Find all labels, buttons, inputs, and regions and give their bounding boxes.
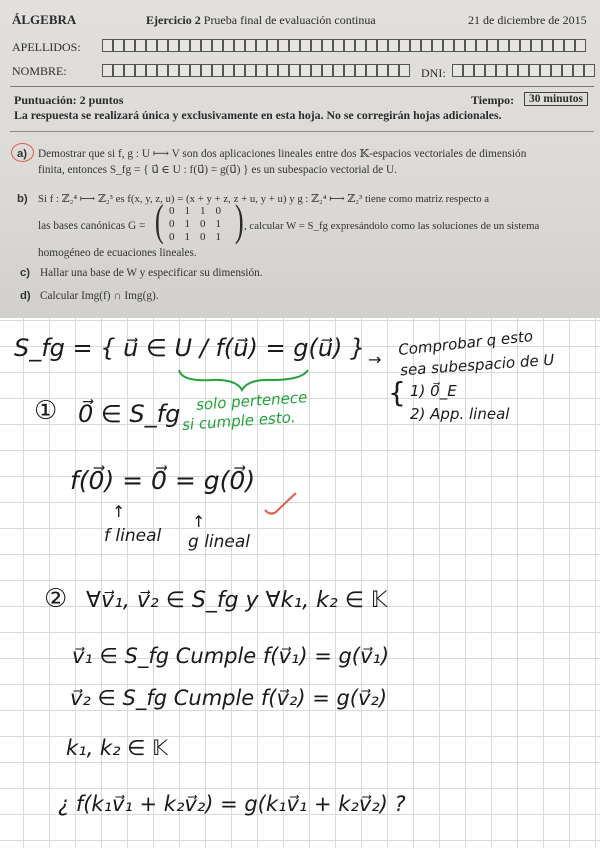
dni-boxes[interactable] [452,64,595,77]
char-box[interactable] [584,64,595,77]
char-box[interactable] [135,39,146,52]
char-box[interactable] [256,64,267,77]
divider [10,86,594,87]
red-check-mark [262,490,302,520]
char-box[interactable] [124,39,135,52]
divider [10,131,594,132]
v2-condition: v⃗₂ ∈ S_fg Cumple f(v⃗₂) = g(v⃗₂) [70,686,388,710]
char-box[interactable] [487,39,498,52]
question-b-line2-pre: las bases canónicas G = [38,220,146,232]
question-b-letter: b) [17,193,28,205]
char-box[interactable] [476,39,487,52]
char-box[interactable] [102,64,113,77]
char-box[interactable] [366,64,377,77]
char-box[interactable] [245,64,256,77]
g-lineal-note: g lineal [188,532,251,552]
char-box[interactable] [311,64,322,77]
char-box[interactable] [507,64,518,77]
f-lineal-note: f lineal [104,526,162,546]
char-box[interactable] [157,39,168,52]
char-box[interactable] [542,39,553,52]
note-comprobar: Comprobar q esto [397,326,534,360]
char-box[interactable] [223,39,234,52]
char-box[interactable] [355,39,366,52]
char-box[interactable] [190,64,201,77]
up-arrow: ↑ [192,512,206,531]
up-arrow: ↑ [112,502,126,521]
exercise-header [146,13,376,28]
char-box[interactable] [529,64,540,77]
question-c-letter: c) [20,267,31,279]
char-box[interactable] [355,64,366,77]
char-box[interactable] [562,64,573,77]
matrix-cell: 1 [184,231,190,243]
char-box[interactable] [124,64,135,77]
char-box[interactable] [443,39,454,52]
subject-title: ÁLGEBRA [12,12,77,27]
dni-label: DNI: [421,66,446,80]
char-box[interactable] [146,39,157,52]
matrix-cell: 1 [184,218,190,230]
char-box[interactable] [223,64,234,77]
linearity-question: ¿ f(k₁v⃗₁ + k₂v⃗₂) = g(k₁v⃗₁ + k₂v⃗₂) ? [58,792,406,816]
char-box[interactable] [377,39,388,52]
arrow-glyph: → [368,350,382,369]
char-box[interactable] [234,64,245,77]
note-zero-vector: 1) 0⃗_E [410,382,457,400]
char-box[interactable] [463,64,474,77]
char-box[interactable] [564,39,575,52]
note-app-lineal: 2) App. lineal [410,405,510,423]
note-subespacio: sea subespacio de U [399,350,555,380]
char-box[interactable] [531,39,542,52]
char-box[interactable] [509,39,520,52]
char-box[interactable] [410,39,421,52]
char-box[interactable] [256,39,267,52]
question-b-line2-post: , calcular W = S_fg expresándolo como las soluciones de un sistema [244,220,540,232]
char-box[interactable] [432,39,443,52]
char-box[interactable] [366,39,377,52]
matrix-cell: 1 [215,218,221,230]
apellidos-boxes[interactable] [102,39,586,52]
char-box[interactable] [322,39,333,52]
brace-glyph: { [388,376,406,409]
char-box[interactable] [551,64,562,77]
char-box[interactable] [496,64,507,77]
char-box[interactable] [575,39,586,52]
char-box[interactable] [344,39,355,52]
char-box[interactable] [113,64,124,77]
question-b-line1: Si f : ℤ₂⁴ ⟼ ℤ₂³ es f(x, y, z, u) = (x + y + z, z + u, y + u) y g : ℤ₂⁴ ⟼ ℤ₂³ tiene como matriz respecto a [38,193,490,205]
char-box[interactable] [311,39,322,52]
puntuacion-value: Puntuación: 2 puntos [14,93,124,107]
matrix-cell: 1 [200,205,206,217]
matrix-cell: 0 [169,205,175,217]
char-box[interactable] [465,39,476,52]
char-box[interactable] [377,64,388,77]
char-box[interactable] [113,39,124,52]
char-box[interactable] [212,64,223,77]
question-a-line2: finita, entonces S_fg = { u⃗ ∈ U : f(u⃗) = g(u⃗) } es un subespacio vectorial de U. [38,164,397,176]
char-box[interactable] [518,64,529,77]
matrix-right-paren: ) [234,196,244,245]
question-d-letter: d) [20,290,31,302]
matrix-cell: 0 [169,218,175,230]
char-box[interactable] [179,64,190,77]
exam-sheet [0,0,600,318]
char-box[interactable] [474,64,485,77]
step-2-statement: ∀v⃗₁, v⃗₂ ∈ S_fg y ∀k₁, k₂ ∈ 𝕂 [86,588,388,613]
char-box[interactable] [146,64,157,77]
char-box[interactable] [344,64,355,77]
question-b-line3: homogéneo de ecuaciones lineales. [38,247,197,259]
char-box[interactable] [333,39,344,52]
nombre-label: NOMBRE: [12,64,67,78]
char-box[interactable] [278,64,289,77]
step-1-equation: f(0⃗) = 0⃗ = g(0⃗) [70,466,256,495]
char-box[interactable] [168,64,179,77]
char-box[interactable] [388,39,399,52]
char-box[interactable] [212,39,223,52]
matrix-cell: 0 [215,205,221,217]
char-box[interactable] [454,39,465,52]
v1-condition: v⃗₁ ∈ S_fg Cumple f(v⃗₁) = g(v⃗₁) [72,644,390,668]
char-box[interactable] [300,64,311,77]
green-note-2: si cumple esto. [181,408,297,434]
matrix-cell: 0 [169,231,175,243]
char-box[interactable] [333,64,344,77]
char-box[interactable] [553,39,564,52]
char-box[interactable] [573,64,584,77]
char-box[interactable] [245,39,256,52]
char-box[interactable] [102,39,113,52]
matrix-g [164,205,226,244]
char-box[interactable] [179,39,190,52]
tiempo-value: 30 minutos [524,92,588,106]
char-box[interactable] [201,64,212,77]
char-box[interactable] [498,39,509,52]
char-box[interactable] [388,64,399,77]
char-box[interactable] [157,64,168,77]
char-box[interactable] [190,39,201,52]
nombre-boxes[interactable] [102,64,410,77]
step-1-number: ① [34,396,58,426]
char-box[interactable] [421,39,432,52]
k-condition: k₁, k₂ ∈ 𝕂 [66,736,168,760]
char-box[interactable] [452,64,463,77]
char-box[interactable] [289,64,300,77]
matrix-cell: 1 [215,231,221,243]
green-note-1: solo pertenece [195,388,308,414]
question-a-line1: Demostrar que si f, g : U ⟼ V son dos aplicaciones lineales entre dos 𝕂-espacios vectoriales de dimensión [38,148,527,160]
char-box[interactable] [168,39,179,52]
char-box[interactable] [399,39,410,52]
exam-date: 21 de diciembre de 2015 [468,13,587,27]
exercise-description: Prueba final de evaluación continua [203,13,376,27]
question-c-text: Hallar una base de W y especificar su dimensión. [40,267,263,279]
char-box[interactable] [278,39,289,52]
char-box[interactable] [540,64,551,77]
step-2-number: ② [44,584,68,614]
question-d-text: Calcular Img(f) ∩ Img(g). [40,290,159,302]
char-box[interactable] [520,39,531,52]
char-box[interactable] [234,39,245,52]
char-box[interactable] [289,39,300,52]
puntuacion-text [14,93,123,108]
char-box[interactable] [201,39,212,52]
matrix-cell: 1 [184,205,190,217]
char-box[interactable] [267,39,278,52]
apellidos-label: APELLIDOS: [12,40,81,54]
instruction-text: La respuesta se realizará única y exclusivamente en esta hoja. No se corregirán hojas adicionales. [14,108,502,122]
handwritten-definition: S_fg = { u⃗ ∈ U / f(u⃗) = g(u⃗) } [14,334,366,362]
matrix-cell: 0 [200,218,206,230]
tiempo-label: Tiempo: [471,93,515,107]
question-a-letter: a) [17,148,28,160]
matrix-left-paren: ( [154,196,164,245]
char-box[interactable] [485,64,496,77]
exercise-number: Ejercicio 2 [146,13,201,27]
step-1-statement: 0⃗ ∈ S_fg [78,400,181,428]
char-box[interactable] [399,64,410,77]
char-box[interactable] [322,64,333,77]
char-box[interactable] [300,39,311,52]
matrix-cell: 0 [200,231,206,243]
char-box[interactable] [267,64,278,77]
char-box[interactable] [135,64,146,77]
